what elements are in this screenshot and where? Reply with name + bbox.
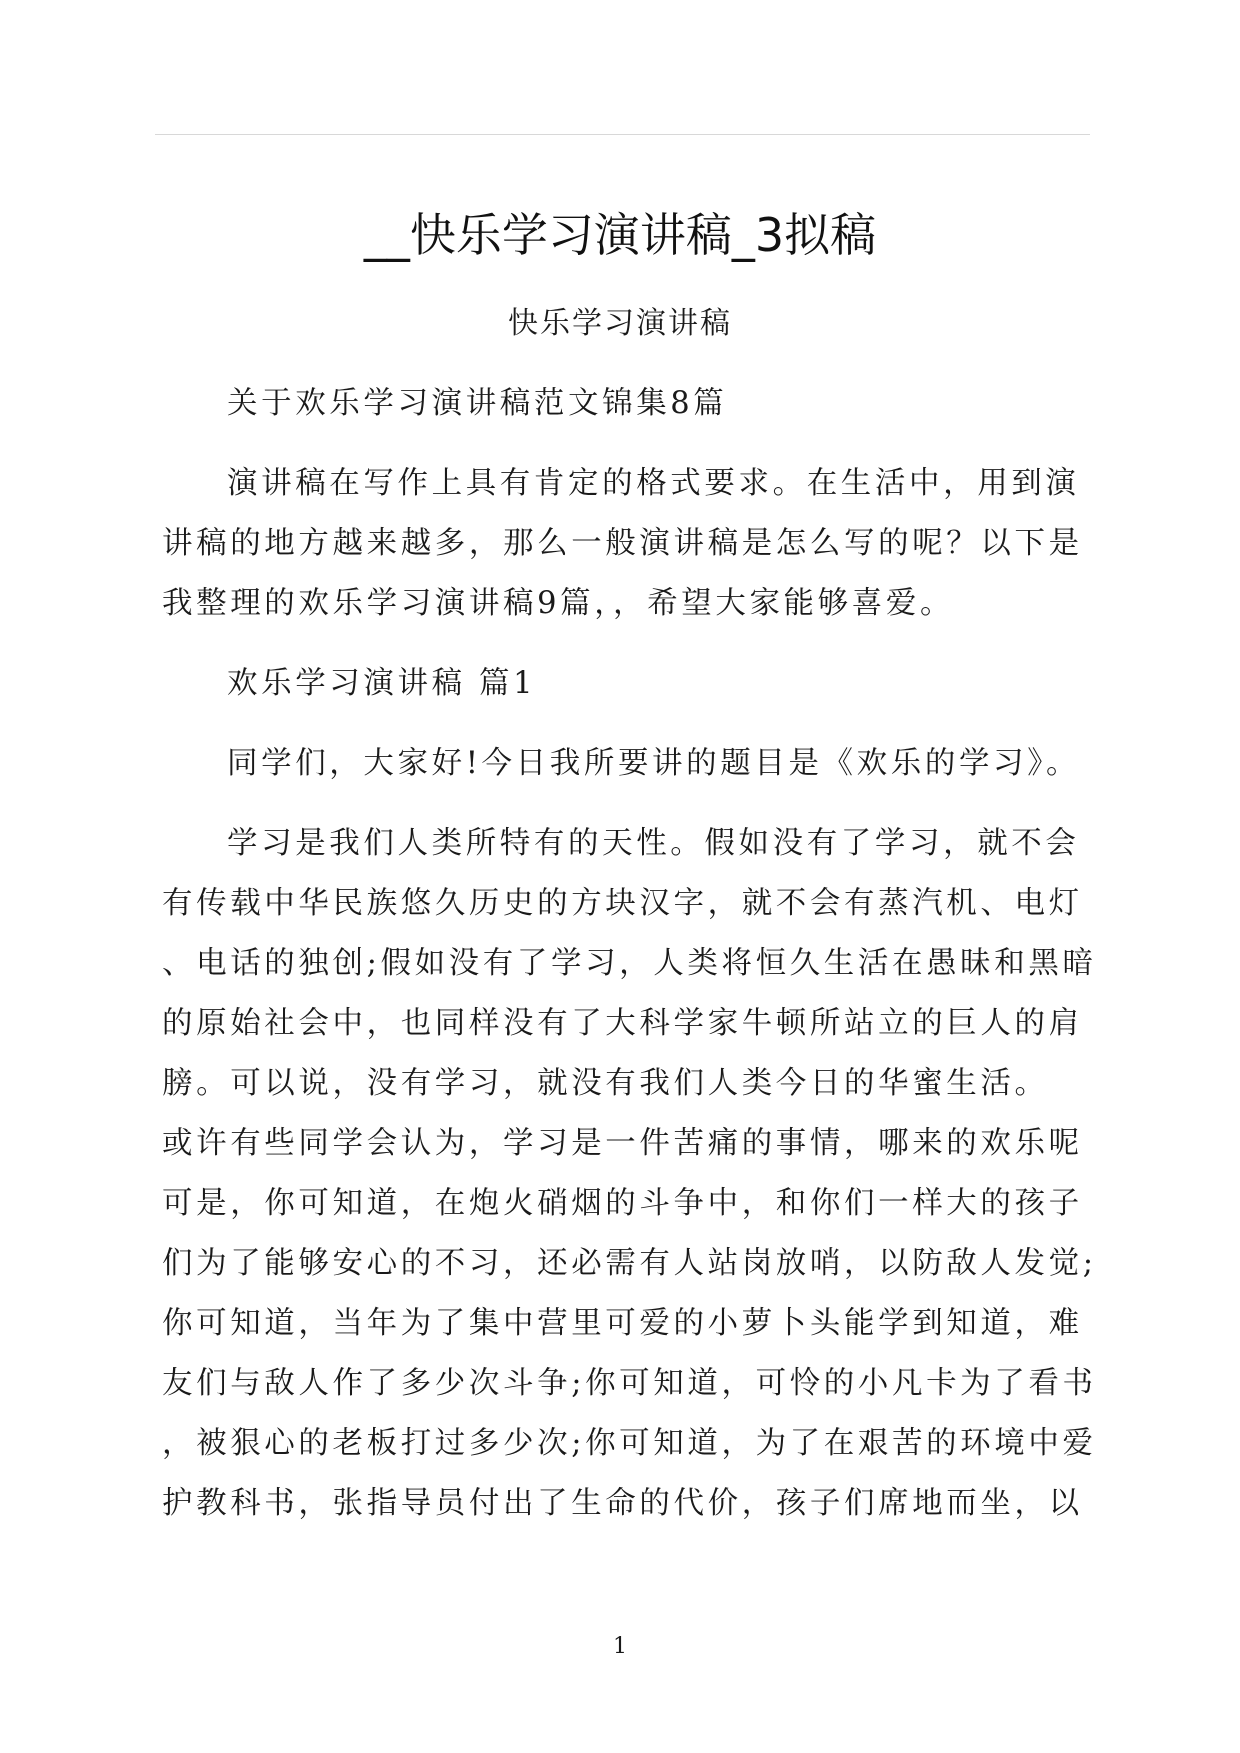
intro-line: 关于欢乐学习演讲稿范文锦集8篇 <box>227 386 728 421</box>
paragraph-line: 护教科书，张指导员付出了生命的代价，孩子们席地而坐，以 <box>162 1486 1083 1521</box>
paragraph-line: 有传载中华民族悠久历史的方块汉字，就不会有蒸汽机、电灯 <box>162 886 1083 921</box>
paragraph-line: 你可知道，当年为了集中营里可爱的小萝卜头能学到知道，难 <box>162 1306 1083 1341</box>
paragraph-line: 可是，你可知道，在炮火硝烟的斗争中，和你们一样大的孩子 <box>162 1186 1083 1221</box>
paragraph-line: 我整理的欢乐学习演讲稿9篇，，希望大家能够喜爱。 <box>162 586 955 621</box>
paragraph-line: 们为了能够安心的不习，还必需有人站岗放哨，以防敌人发觉; <box>162 1246 1097 1281</box>
paragraph-line: 、电话的独创;假如没有了学习，人类将恒久生活在愚昧和黑暗 <box>162 946 1097 981</box>
document-title: __快乐学习演讲稿_3拟稿 <box>363 208 877 262</box>
paragraph-line: 的原始社会中，也同样没有了大科学家牛顿所站立的巨人的肩 <box>162 1006 1083 1041</box>
paragraph-line: 或许有些同学会认为，学习是一件苦痛的事情，哪来的欢乐呢 <box>162 1126 1083 1161</box>
paragraph-line: 学习是我们人类所特有的天性。假如没有了学习，就不会 <box>227 826 1080 861</box>
paragraph-line: 膀。可以说，没有学习，就没有我们人类今日的华蜜生活。 <box>162 1066 1049 1101</box>
paragraph-line: ，被狠心的老板打过多少次;你可知道，为了在艰苦的环境中爱 <box>162 1426 1097 1461</box>
paragraph-line: 友们与敌人作了多少次斗争;你可知道，可怜的小凡卡为了看书 <box>162 1366 1097 1401</box>
page-number: 1 <box>613 1634 627 1659</box>
paragraph-line: 演讲稿在写作上具有肯定的格式要求。在生活中，用到演 <box>227 466 1080 501</box>
paragraph-line: 同学们，大家好!今日我所要讲的题目是《欢乐的学习》。 <box>227 746 1081 781</box>
document-subtitle: 快乐学习演讲稿 <box>508 306 732 341</box>
paragraph-line: 讲稿的地方越来越多，那么一般演讲稿是怎么写的呢？以下是 <box>162 526 1083 561</box>
header-divider <box>155 134 1090 135</box>
section-heading: 欢乐学习演讲稿 篇1 <box>227 666 537 701</box>
